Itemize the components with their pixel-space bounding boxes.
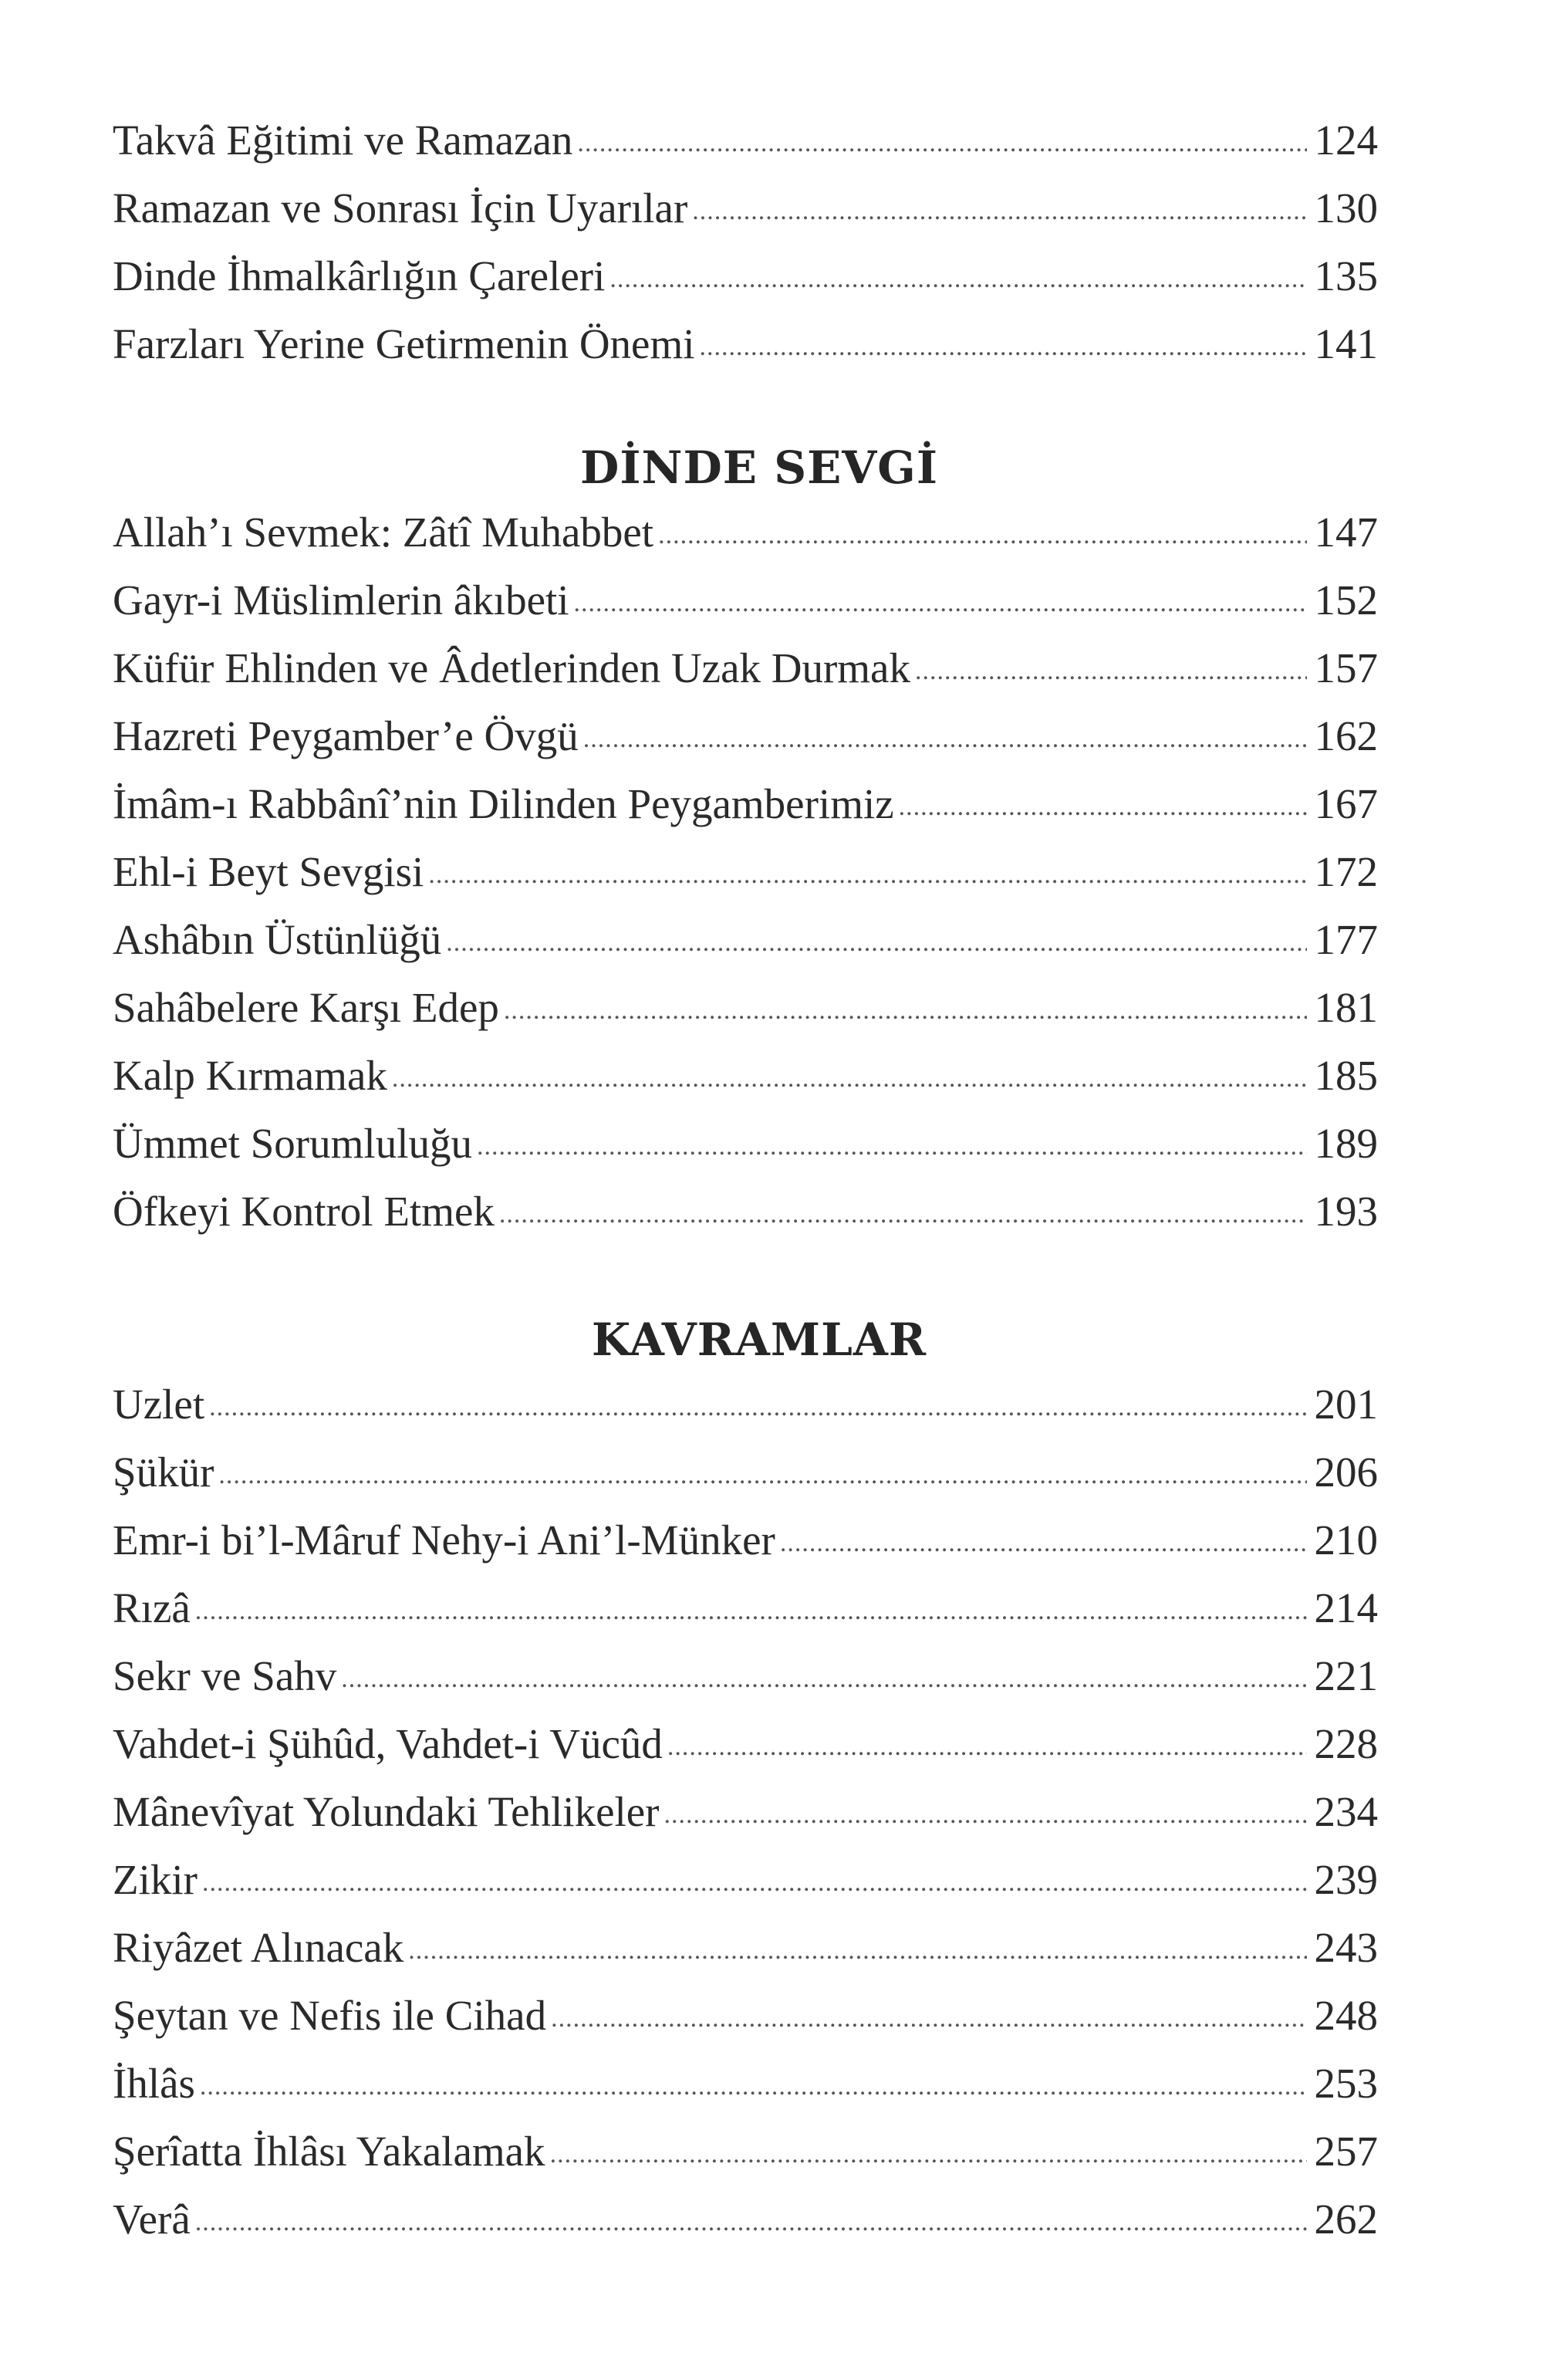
toc-entry-page: 130 xyxy=(1314,184,1378,232)
toc-entry-title: Şükür xyxy=(113,1449,214,1496)
dot-leader xyxy=(915,637,1307,705)
toc-section-dinde-sevgi xyxy=(113,437,1378,1246)
toc-entry[interactable] xyxy=(113,1574,1378,1642)
toc-entry-page: 147 xyxy=(1314,509,1378,556)
table-of-contents xyxy=(113,106,1378,2253)
dot-leader xyxy=(664,1781,1307,1849)
toc-entry[interactable] xyxy=(113,106,1378,174)
toc-entry[interactable] xyxy=(113,838,1378,906)
toc-entry[interactable] xyxy=(113,1778,1378,1846)
dot-leader xyxy=(200,2053,1307,2121)
toc-entry-page: 152 xyxy=(1314,576,1378,624)
toc-entry[interactable] xyxy=(113,2118,1378,2186)
toc-entry-title: Şeytan ve Nefis ile Cihad xyxy=(113,1992,547,2039)
dot-leader xyxy=(504,977,1307,1045)
toc-entry-title: Küfür Ehlinden ve Âdetlerinden Uzak Durmak xyxy=(113,644,910,691)
toc-entry-page: 172 xyxy=(1314,848,1378,895)
section-spacer xyxy=(113,378,1378,437)
toc-entry-page: 124 xyxy=(1314,117,1378,164)
toc-entry-title: Dinde İhmalkârlığın Çareleri xyxy=(113,252,606,299)
toc-entry-page: 214 xyxy=(1314,1584,1378,1631)
dot-leader xyxy=(551,1985,1306,2053)
toc-entry[interactable] xyxy=(113,2186,1378,2253)
toc-entry-page: 162 xyxy=(1314,712,1378,759)
toc-entry-page: 141 xyxy=(1314,320,1378,367)
toc-entry[interactable] xyxy=(113,1110,1378,1178)
dot-leader xyxy=(574,570,1307,637)
toc-entry[interactable] xyxy=(113,566,1378,634)
toc-entry-title: Vahdet-i Şühûd, Vahdet-i Vücûd xyxy=(113,1720,663,1767)
toc-entry-title: Rızâ xyxy=(113,1584,191,1631)
dot-leader xyxy=(446,909,1306,977)
section-heading: DİNDE SEVGİ xyxy=(580,441,938,494)
toc-entry-page: 239 xyxy=(1314,1856,1378,1903)
toc-entry[interactable] xyxy=(113,1438,1378,1506)
toc-entry[interactable] xyxy=(113,974,1378,1042)
toc-entry-title: Sekr ve Sahv xyxy=(113,1652,337,1699)
dot-leader xyxy=(899,773,1307,841)
toc-entry[interactable] xyxy=(113,906,1378,974)
toc-entry-title: İhlâs xyxy=(113,2060,195,2107)
toc-entry-page: 167 xyxy=(1314,780,1378,827)
toc-entry[interactable] xyxy=(113,242,1378,310)
toc-entry-page: 248 xyxy=(1314,1992,1378,2039)
dot-leader xyxy=(667,1713,1307,1781)
toc-entry-title: Mânevîyat Yolundaki Tehlikeler xyxy=(113,1788,660,1835)
toc-entry-title: Allah’ı Sevmek: Zâtî Muhabbet xyxy=(113,509,654,556)
toc-entry-page: 189 xyxy=(1314,1120,1378,1167)
toc-entry-page: 157 xyxy=(1314,644,1378,691)
toc-entry[interactable] xyxy=(113,770,1378,838)
toc-entry[interactable] xyxy=(113,1710,1378,1778)
toc-entry-title: Uzlet xyxy=(113,1381,205,1428)
toc-entry-title: Farzları Yerine Getirmenin Önemi xyxy=(113,320,695,367)
toc-entry-title: Şerîatta İhlâsı Yakalamak xyxy=(113,2128,545,2175)
toc-entry-title: Emr-i bi’l-Mâruf Nehy-i Ani’l-Münker xyxy=(113,1516,775,1564)
toc-entry[interactable] xyxy=(113,1982,1378,2050)
dot-leader xyxy=(195,1577,1307,1645)
toc-entry[interactable] xyxy=(113,1642,1378,1710)
toc-entry-title: İmâm-ı Rabbânî’nin Dilinden Peygamberimiz xyxy=(113,780,894,827)
dot-leader xyxy=(658,502,1306,570)
toc-entry-title: Ramazan ve Sonrası İçin Uyarılar xyxy=(113,184,688,232)
toc-entry-page: 177 xyxy=(1314,916,1378,963)
toc-entry[interactable] xyxy=(113,499,1378,566)
toc-entry-title: Kalp Kırmamak xyxy=(113,1052,387,1099)
toc-entry[interactable] xyxy=(113,634,1378,702)
dot-leader xyxy=(428,841,1306,909)
toc-entry-title: Zikir xyxy=(113,1856,198,1903)
toc-entry-title: Takvâ Eğitimi ve Ramazan xyxy=(113,117,573,164)
dot-leader xyxy=(780,1509,1307,1577)
toc-entry-title: Hazreti Peygamber’e Övgü xyxy=(113,712,579,759)
toc-entry[interactable] xyxy=(113,1371,1378,1438)
toc-entry-page: 210 xyxy=(1314,1516,1378,1564)
toc-entry-page: 185 xyxy=(1314,1052,1378,1099)
toc-entry[interactable] xyxy=(113,1846,1378,1914)
toc-section-kavramlar xyxy=(113,1309,1378,2253)
toc-entry-page: 206 xyxy=(1314,1449,1378,1496)
toc-entry[interactable] xyxy=(113,1042,1378,1110)
toc-entry-title: Riyâzet Alınacak xyxy=(113,1924,404,1971)
toc-entry[interactable] xyxy=(113,2050,1378,2118)
toc-entry[interactable] xyxy=(113,174,1378,242)
toc-entry-title: Ümmet Sorumluluğu xyxy=(113,1120,472,1167)
dot-leader xyxy=(692,177,1306,245)
toc-section-continued xyxy=(113,106,1378,378)
toc-entry-page: 234 xyxy=(1314,1788,1378,1835)
dot-leader xyxy=(583,705,1307,773)
toc-entry-page: 228 xyxy=(1314,1720,1378,1767)
dot-leader xyxy=(577,110,1306,177)
toc-entry[interactable] xyxy=(113,1506,1378,1574)
toc-entry-title: Gayr-i Müslimlerin âkıbeti xyxy=(113,576,569,624)
dot-leader xyxy=(700,313,1307,381)
toc-entry-page: 181 xyxy=(1314,984,1378,1031)
dot-leader xyxy=(609,245,1306,313)
dot-leader xyxy=(477,1113,1307,1181)
toc-entry-title: Verâ xyxy=(113,2196,191,2243)
toc-entry[interactable] xyxy=(113,702,1378,770)
dot-leader xyxy=(499,1181,1307,1249)
toc-entry-page: 257 xyxy=(1314,2128,1378,2175)
dot-leader xyxy=(195,2189,1307,2257)
toc-entry-page: 193 xyxy=(1314,1188,1378,1235)
toc-entry-page: 262 xyxy=(1314,2196,1378,2243)
dot-leader xyxy=(550,2121,1307,2189)
dot-leader xyxy=(341,1645,1306,1713)
toc-entry[interactable] xyxy=(113,1914,1378,1982)
toc-entry-page: 135 xyxy=(1314,252,1378,299)
toc-entry-page: 221 xyxy=(1314,1652,1378,1699)
dot-leader xyxy=(209,1374,1306,1442)
toc-entry-title: Öfkeyi Kontrol Etmek xyxy=(113,1188,495,1235)
toc-entry-title: Ehl-i Beyt Sevgisi xyxy=(113,848,424,895)
toc-entry[interactable] xyxy=(113,1178,1378,1246)
toc-entry-page: 201 xyxy=(1314,1381,1378,1428)
toc-entry-page: 243 xyxy=(1314,1924,1378,1971)
toc-entry-title: Ashâbın Üstünlüğü xyxy=(113,916,442,963)
toc-entry-page: 253 xyxy=(1314,2060,1378,2107)
section-heading: KAVRAMLAR xyxy=(591,1313,927,1366)
section-spacer xyxy=(113,1246,1378,1309)
dot-leader xyxy=(392,1045,1307,1113)
toc-entry-title: Sahâbelere Karşı Edep xyxy=(113,984,499,1031)
toc-entry[interactable] xyxy=(113,310,1378,378)
dot-leader xyxy=(408,1917,1306,1985)
dot-leader xyxy=(218,1442,1306,1509)
dot-leader xyxy=(202,1849,1307,1917)
